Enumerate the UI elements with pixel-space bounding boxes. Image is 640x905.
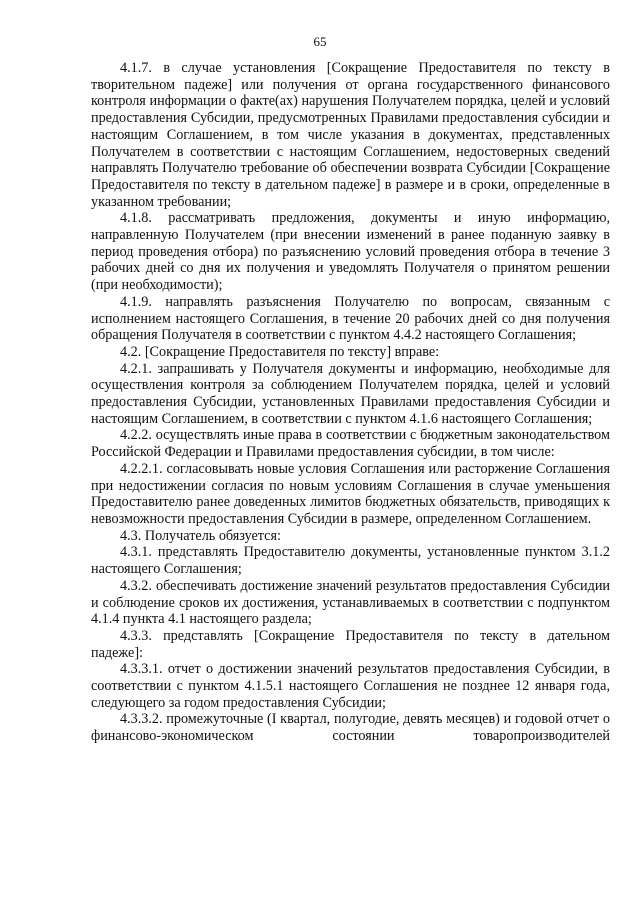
paragraph-4-3-1: 4.3.1. представлять Предоставителю документы, установленные пунктом 3.1.2 настоящего Соглашения; xyxy=(91,544,610,578)
page-number: 65 xyxy=(313,34,327,49)
document-body xyxy=(91,60,610,745)
paragraph-4-2-2-1: 4.2.2.1. согласовывать новые условия Соглашения или расторжение Соглашения при недостижении согласия по новым условиям Соглашения в случае уменьшения Предоставителю ранее доведенных лимитов бюджетных обязательств, приводящих к невозможности предоставления Субсидии в размере, определенном Соглашением. xyxy=(91,460,610,527)
paragraph-4-1-8: 4.1.8. рассматривать предложения, документы и иную информацию, направленную Получателем (при внесении изменений в ранее поданную заявку в период проведения отбора) по разъяснению условий проведения отбора в течение 3 рабочих дней со дня их получения и уведомлять Получателя о принятом решении (при необходимости); xyxy=(91,210,610,294)
paragraph-4-1-9: 4.1.9. направлять разъяснения Получателю по вопросам, связанным с исполнением настоящего Соглашения, в течение 20 рабочих дней со дня получения обращения Получателя в соответствии с пунктом 4.4.2 настоящего Соглашения; xyxy=(91,293,610,344)
paragraph-4-2-1: 4.2.1. запрашивать у Получателя документы и информацию, необходимые для осуществления контроля за соблюдением Получателем порядка, целей и условий предоставления Субсидии, установленных Правилами предоставления Субсидии и настоящим Соглашением, в соответствии с пунктом 4.1.6 настоящего Соглашения; xyxy=(91,360,610,427)
paragraph-4-3-3: 4.3.3. представлять [Сокращение Предоставителя по тексту в дательном падеже]: xyxy=(91,627,610,661)
paragraph-4-2-2: 4.2.2. осуществлять иные права в соответствии с бюджетным законодательством Российской Федерации и Правилами предоставления субсидии, в том числе: xyxy=(91,427,610,461)
paragraph-4-1-7: 4.1.7. в случае установления [Сокращение Предоставителя по тексту в творительном падеже] или получения от органа государственного финансового контроля информации о факте(ах) нарушения Получателем порядка, целей и условий предоставления Субсидии, предусмотренных Правилами предоставления субсидии и настоящим Соглашением, в том числе указания в документах, представленных Получателем в соответствии с настоящим Соглашением, недостоверных сведений направлять Получателю требование об обеспечении возврата Субсидии [Сокращение Предоставителя по тексту в дательном падеже] в размере и в сроки, определенные в указанном требовании; xyxy=(91,60,610,210)
paragraph-4-3-3-1: 4.3.3.1. отчет о достижении значений результатов предоставления Субсидии, в соответствии с пунктом 4.1.5.1 настоящего Соглашения не позднее 12 января года, следующего за годом предоставления Субсидии; xyxy=(91,661,610,711)
paragraph-4-3-3-2: 4.3.3.2. промежуточные (I квартал, полугодие, девять месяцев) и годовой отчет о финансово-экономическом состоянии товаропроизводителей xyxy=(91,711,610,745)
paragraph-4-3: 4.3. Получатель обязуется: xyxy=(120,527,281,544)
paragraph-4-2: 4.2. [Сокращение Предоставителя по тексту] вправе: xyxy=(120,343,440,360)
paragraph-4-3-2: 4.3.2. обеспечивать достижение значений результатов предоставления Субсидии и соблюдение сроков их достижения, устанавливаемых в соответствии с подпунктом 4.1.4 пункта 4.1 настоящего раздела; xyxy=(91,577,610,628)
